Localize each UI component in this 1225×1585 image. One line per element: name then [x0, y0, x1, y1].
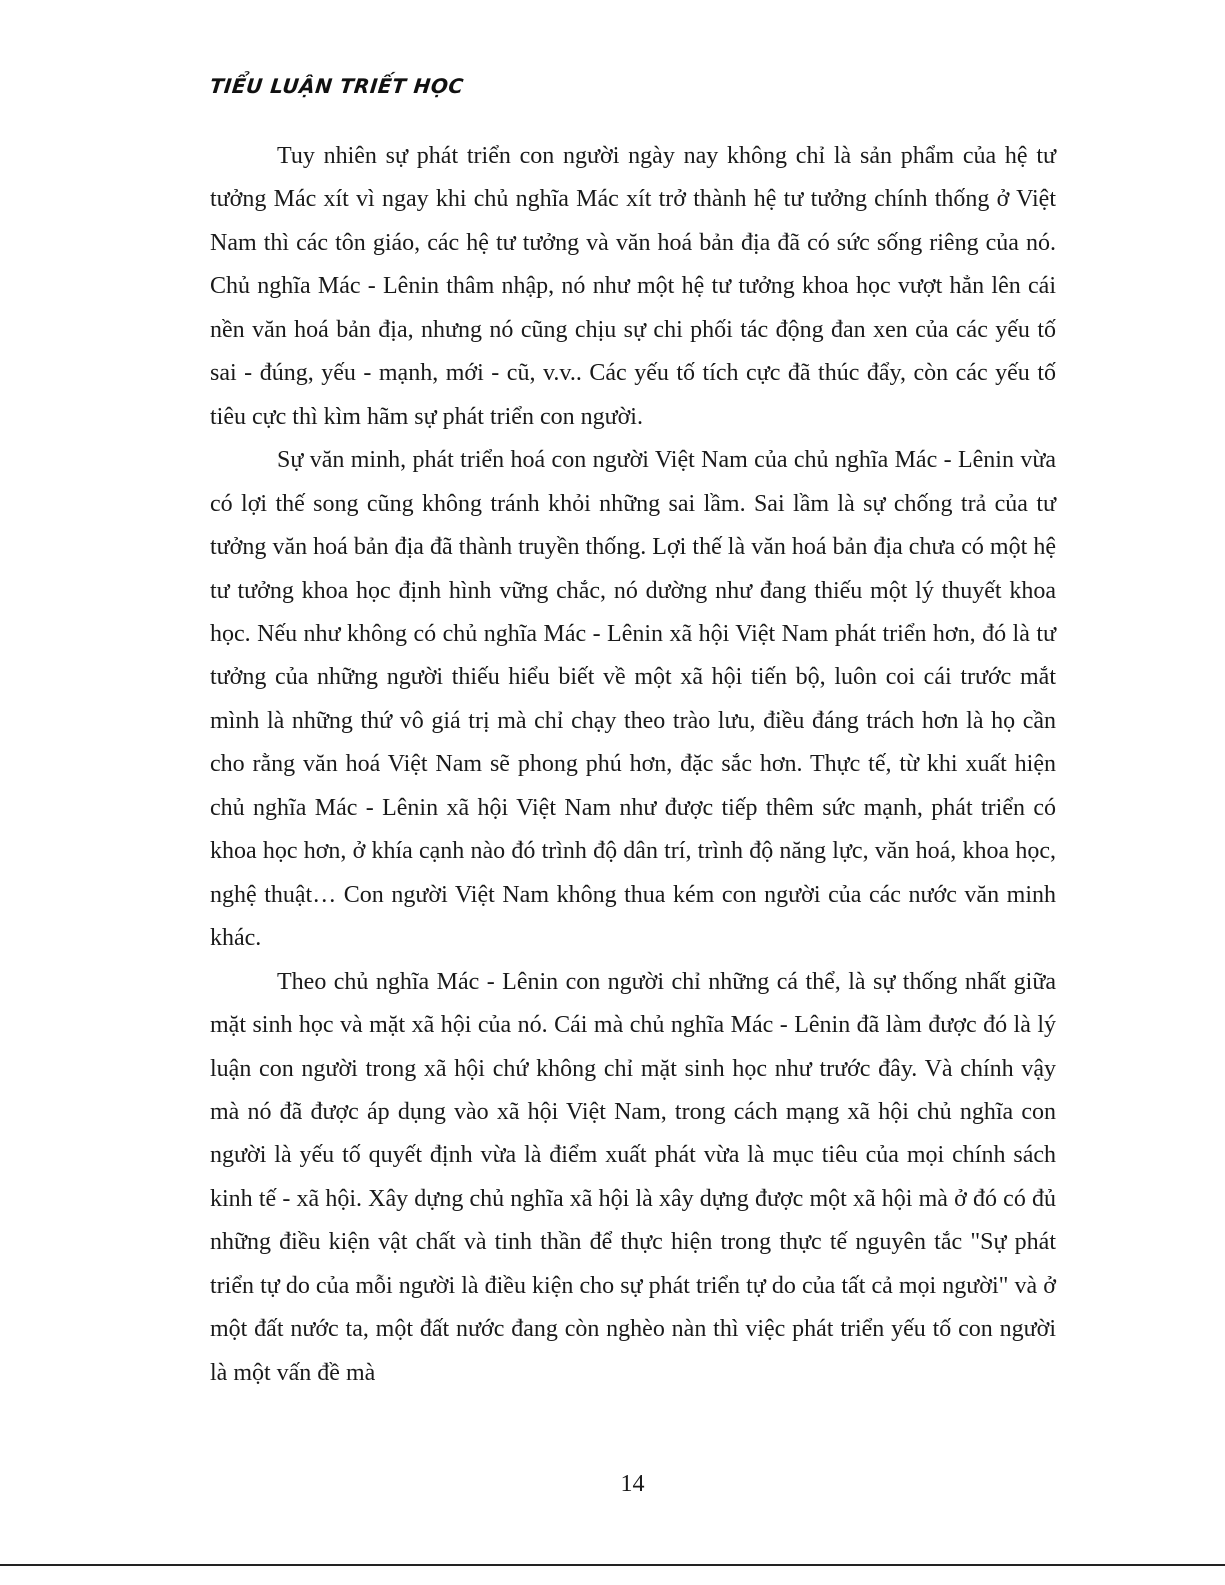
page-number: 14: [620, 1471, 645, 1497]
document-body: [210, 135, 1056, 1395]
document-header-title: TIỂU LUẬN TRIẾT HỌC: [208, 74, 465, 98]
paragraph-2: Sự văn minh, phát triển hoá con người Việt Nam của chủ nghĩa Mác - Lênin vừa có lợi thế song cũng không tránh khỏi những sai lầm. Sai lầm là sự chống trả của tư tưởng văn hoá bản địa đã thành truyền thống. Lợi thế là văn hoá bản địa chưa có một hệ tư tưởng khoa học định hình vững chắc, nó dường như đang thiếu một lý thuyết khoa học. Nếu như không có chủ nghĩa Mác - Lênin xã hội Việt Nam phát triển hơn, đó là tư tưởng của những người thiếu hiểu biết về một xã hội tiến bộ, luôn coi cái trước mắt mình là những thứ vô giá trị mà chỉ chạy theo trào lưu, điều đáng trách hơn là họ cần cho rằng văn hoá Việt Nam sẽ phong phú hơn, đặc sắc hơn. Thực tế, từ khi xuất hiện chủ nghĩa Mác - Lênin xã hội Việt Nam như được tiếp thêm sức mạnh, phát triển có khoa học hơn, ở khía cạnh nào đó trình độ dân trí, trình độ năng lực, văn hoá, khoa học, nghệ thuật… Con người Việt Nam không thua kém con người của các nước văn minh khác.: [210, 447, 1056, 952]
paragraph-3: Theo chủ nghĩa Mác - Lênin con người chỉ những cá thể, là sự thống nhất giữa mặt sinh học và mặt xã hội của nó. Cái mà chủ nghĩa Mác - Lênin đã làm được đó là lý luận con người trong xã hội chứ không chỉ mặt sinh học như trước đây. Và chính vậy mà nó đã được áp dụng vào xã hội Việt Nam, trong cách mạng xã hội chủ nghĩa con người là yếu tố quyết định vừa là điểm xuất phát vừa là mục tiêu của mọi chính sách kinh tế - xã hội. Xây dựng chủ nghĩa xã hội là xây dựng được một xã hội mà ở đó có đủ những điều kiện vật chất và tinh thần để thực hiện trong thực tế nguyên tắc "Sự phát triển tự do của mỗi người là điều kiện cho sự phát triển tự do của tất cả mọi người" và ở một đất nước ta, một đất nước đang còn nghèo nàn thì việc phát triển yếu tố con người là một vấn đề mà: [210, 968, 1056, 1386]
paragraph-1: Tuy nhiên sự phát triển con người ngày nay không chỉ là sản phẩm của hệ tư tưởng Mác xít vì ngay khi chủ nghĩa Mác xít trở thành hệ tư tưởng chính thống ở Việt Nam thì các tôn giáo, các hệ tư tưởng và văn hoá bản địa đã có sức sống riêng của nó. Chủ nghĩa Mác - Lênin thâm nhập, nó như một hệ tư tưởng khoa học vượt hẳn lên cái nền văn hoá bản địa, nhưng nó cũng chịu sự chi phối tác động đan xen của các yếu tố sai - đúng, yếu - mạnh, mới - cũ, v.v.. Các yếu tố tích cực đã thúc đẩy, còn các yếu tố tiêu cực thì kìm hãm sự phát triển con người.: [210, 143, 1056, 430]
bottom-divider: [0, 1564, 1225, 1566]
